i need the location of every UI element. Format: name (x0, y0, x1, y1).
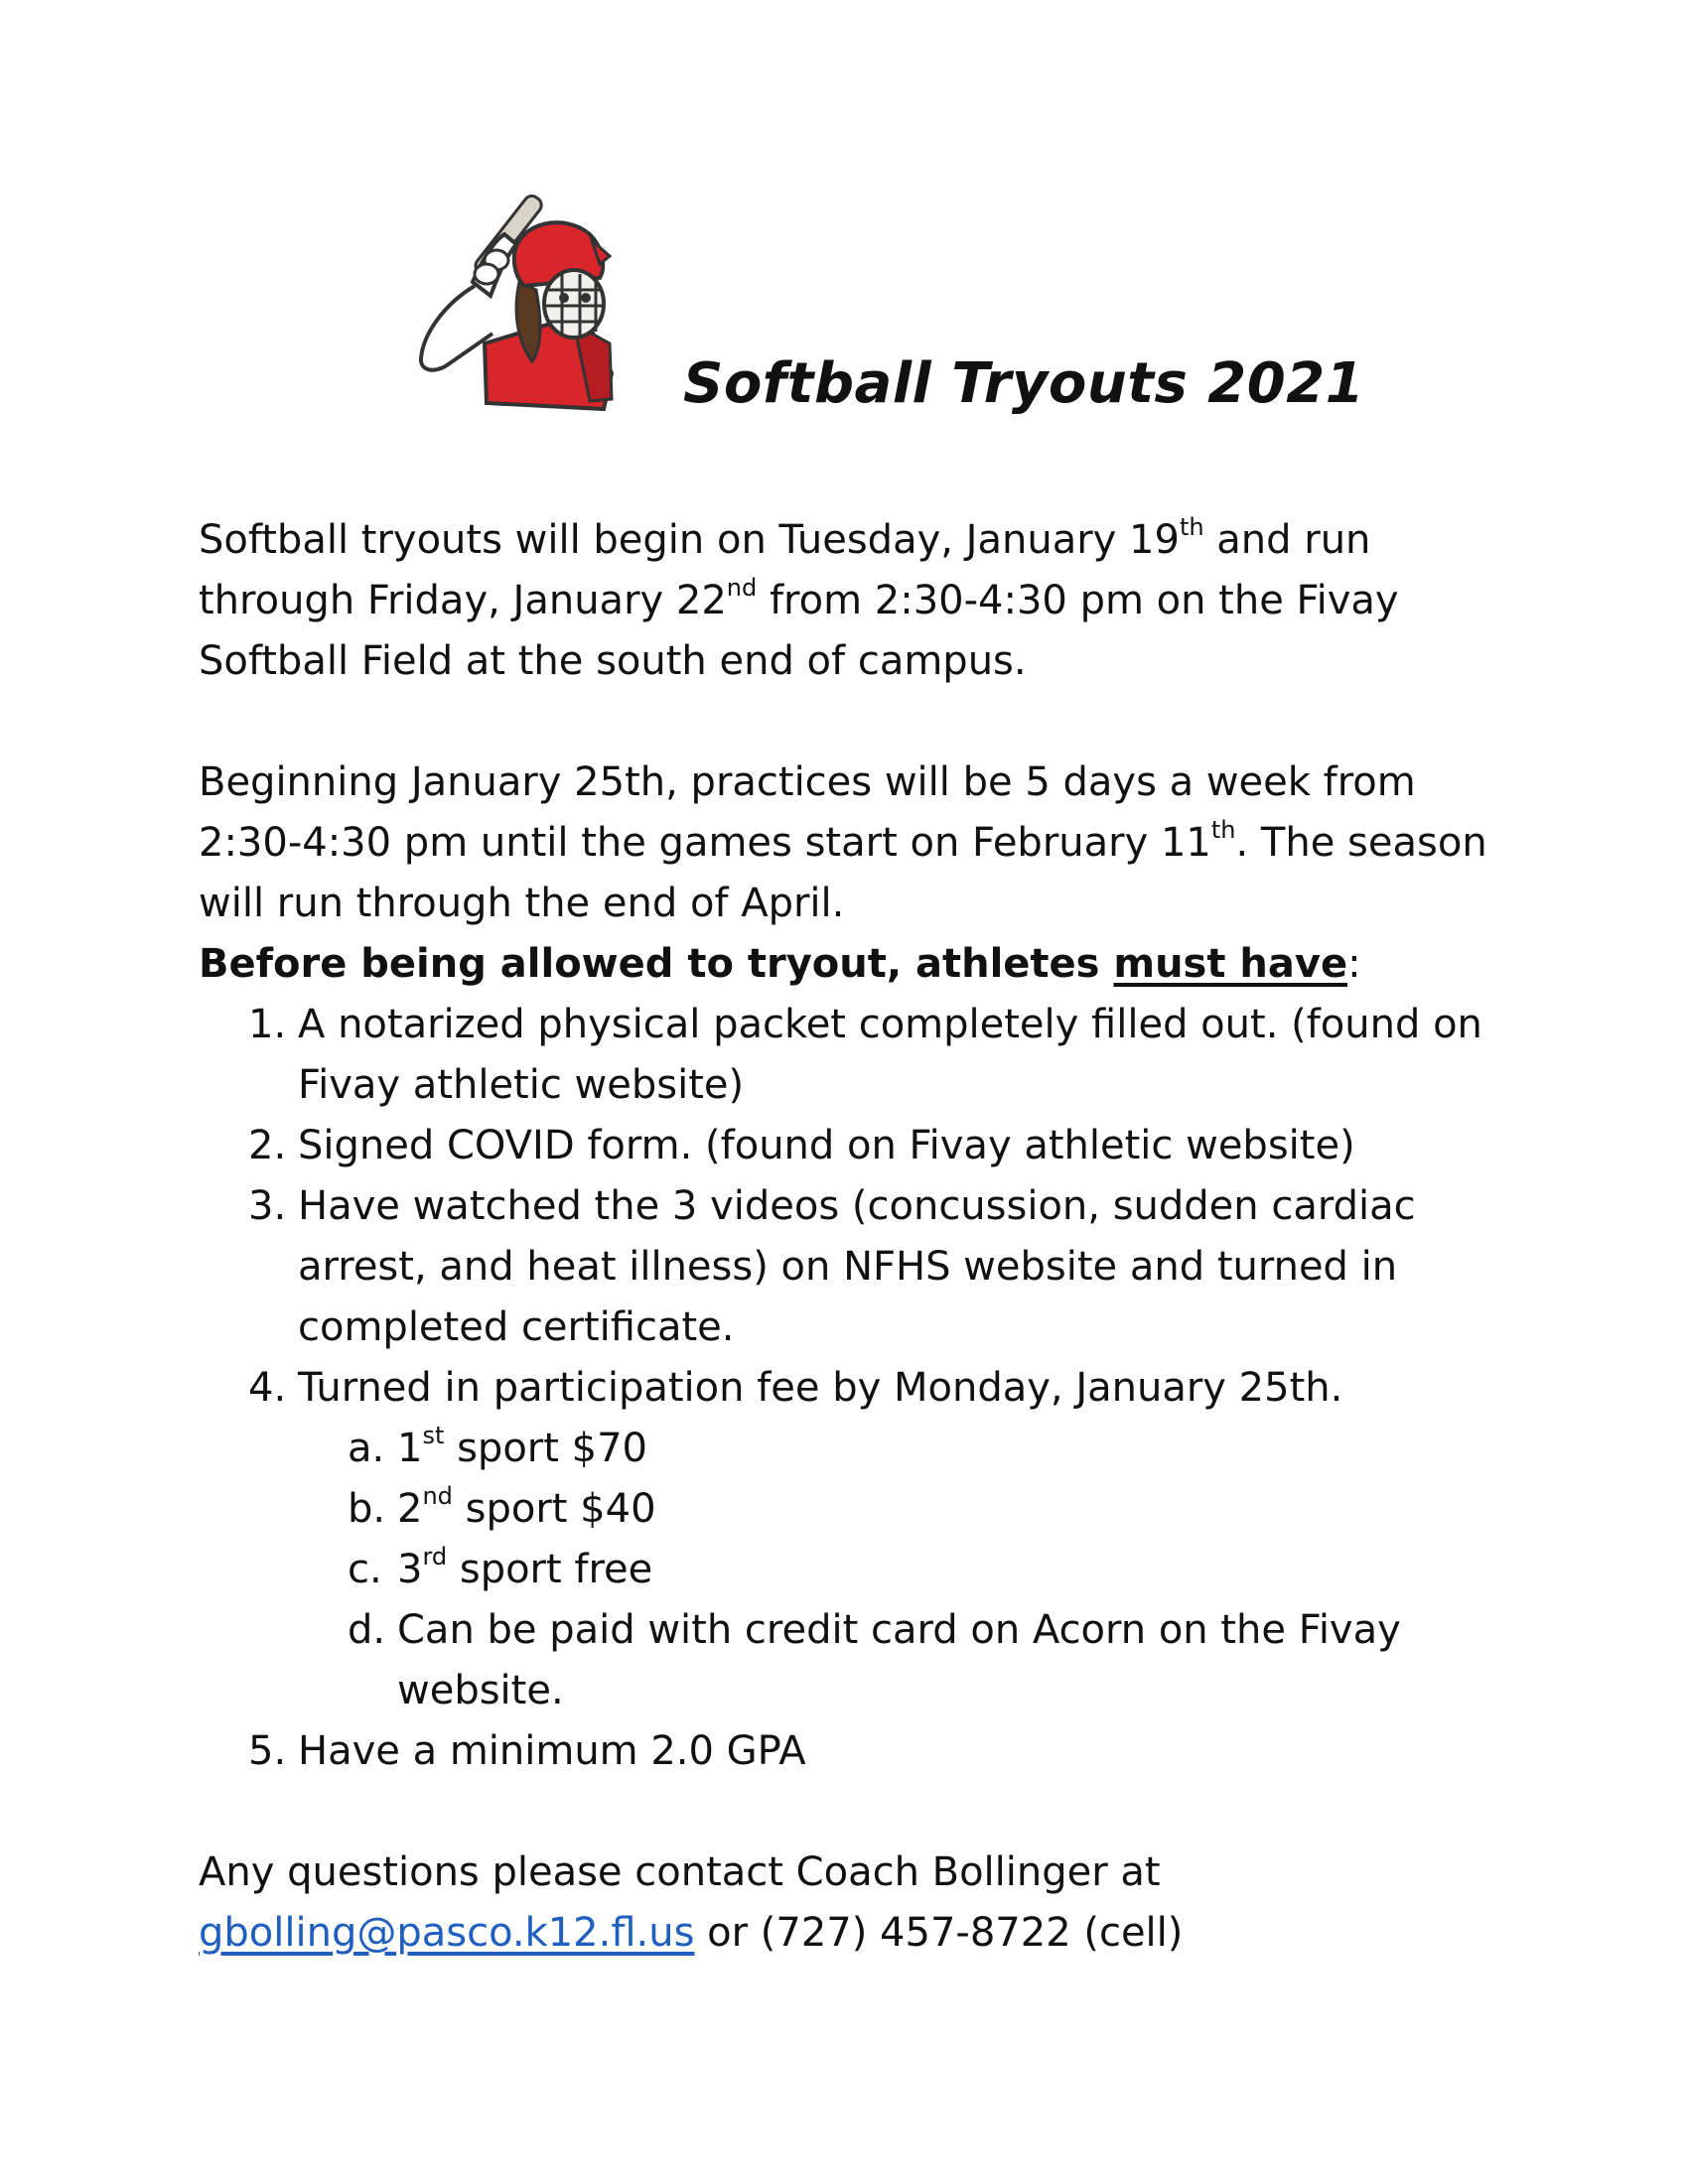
contact-paragraph: Any questions please contact Coach Bollinger at gbolling@pasco.k12.fl.us or (727) 457-8722 (cell) (199, 1849, 1184, 1956)
list-item: 3. Have watched the 3 videos (concussion, sudden cardiac arrest, and heat illness) on NFHS website and turned in completed certificate. (248, 1183, 1416, 1350)
requirements-list (199, 995, 1509, 1782)
email-link[interactable]: gbolling@pasco.k12.fl.us (199, 1910, 695, 1956)
requirements-heading: Before being allowed to tryout, athletes must have: (199, 941, 1361, 987)
tryout-dates-paragraph: Softball tryouts will begin on Tuesday, January 19th and run through Friday, January 22nd from 2:30-4:30 pm on the Fivay Softball Field at the south end of campus. (199, 513, 1399, 684)
list-item: 5. Have a minimum 2.0 GPA (248, 1728, 806, 1774)
softball-batter-icon (415, 195, 614, 415)
page-title: Softball Tryouts 2021 (683, 351, 1365, 416)
document-body (199, 510, 1509, 1964)
list-item: 1. A notarized physical packet completely filled out. (found on Fivay athletic website) (248, 1002, 1482, 1108)
fee-list (298, 1419, 1509, 1721)
fee-item: b. 2nd sport $40 (348, 1482, 656, 1532)
list-item: 2. Signed COVID form. (found on Fivay athletic website) (248, 1123, 1355, 1168)
fee-item: d. Can be paid with credit card on Acorn on the Fivay website. (348, 1607, 1401, 1713)
fee-item: c. 3rd sport free (348, 1543, 653, 1592)
fee-item: a. 1st sport $70 (348, 1422, 647, 1471)
practice-schedule-paragraph: Beginning January 25th, practices will be 5 days a week from 2:30-4:30 pm until the games start on February 11th. The season will run through the end of April. (199, 759, 1487, 926)
list-item: 4. Turned in participation fee by Monday, January 25th. a. 1st sport $70 b. 2nd sport $40 c. 3rd sport free d. Can be paid with credit card on Acorn on the Fivay website. (298, 1358, 1509, 1721)
